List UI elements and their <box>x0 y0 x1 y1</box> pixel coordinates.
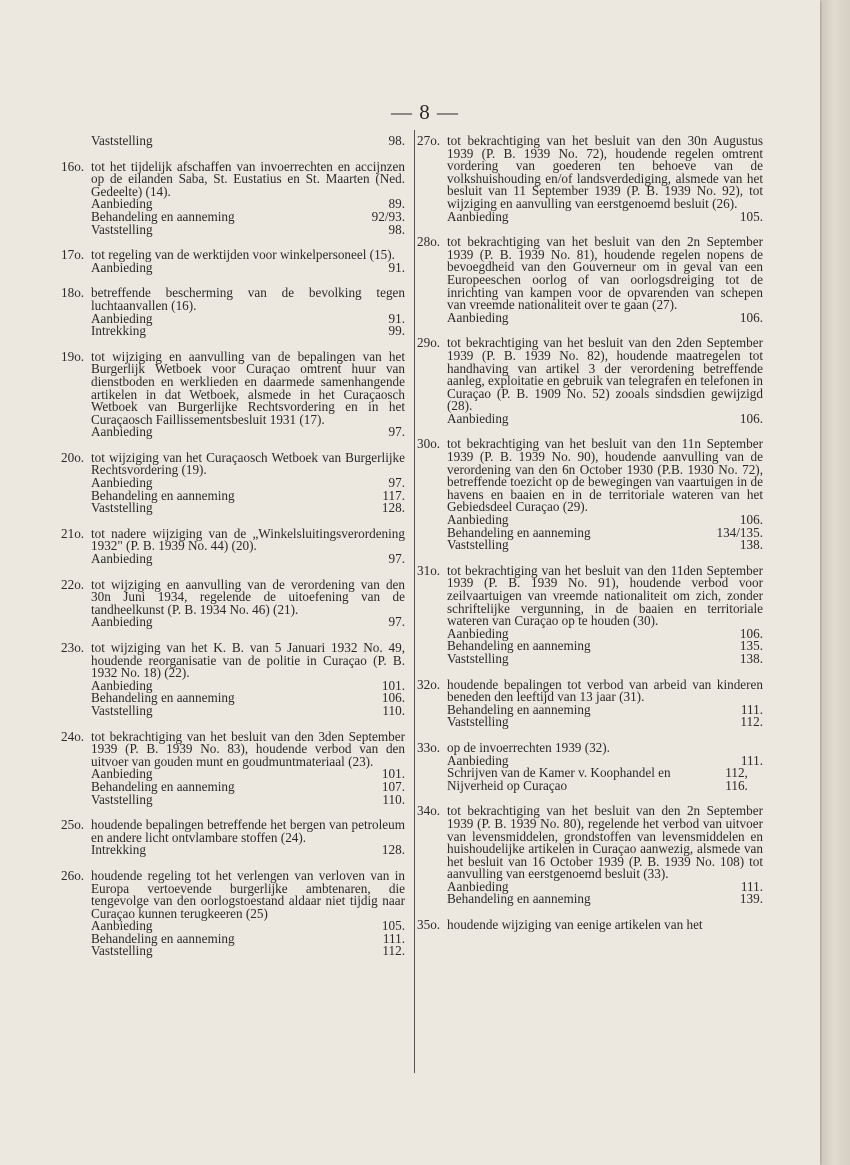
entry-description: houdende bepalingen betreffende het bergen van petroleum en andere licht ontvlambare stoffen (24). <box>91 817 405 845</box>
action-label: Aanbieding <box>91 918 153 934</box>
entry-description: tot bekrachtiging van het besluit van den 2n September 1939 (P. B. 1939 No. 80), regelende het verbod van uitvoer van levensmiddelen, grondstoffen van levensmiddelen en huishoudelijke artikelen in Curaçao aanwezig, alsmede van het besluit van 16 October 1939 (P. B. 1939 No. 108) tot aanvulling van eerstgenoemd besluit (33). <box>447 803 763 882</box>
column-divider <box>414 130 415 1073</box>
action-line <box>91 553 405 566</box>
entry-number: 21o. <box>61 525 85 541</box>
action-line <box>91 844 405 857</box>
action-label: Aanbieding <box>447 410 509 426</box>
entry-number: 29o. <box>417 335 441 351</box>
action-line <box>91 259 405 275</box>
entry-number: 23o. <box>61 640 85 655</box>
page-reference: 128. <box>381 842 405 858</box>
index-entry <box>61 576 405 630</box>
action-label: Aanbieding <box>91 196 153 212</box>
page-reference: 91. <box>388 259 405 275</box>
action-label: Schrijven van de Kamer v. Koophandel en Nijverheid op Curaçao <box>447 765 671 793</box>
index-entry <box>417 676 763 730</box>
action-label: Behandeling en aanneming <box>447 524 591 540</box>
index-entry <box>417 438 763 551</box>
page-reference: 101. <box>381 677 405 693</box>
action-label: Aanbieding <box>91 259 153 275</box>
page-reference: 134/135. <box>716 524 763 540</box>
page-reference: 112, 116. <box>725 765 748 793</box>
action-label: Aanbieding <box>447 878 509 894</box>
page-reference: 106. <box>739 512 763 528</box>
entry-number: 16o. <box>61 158 85 174</box>
page-reference: 98. <box>388 133 405 148</box>
action-line <box>447 767 763 792</box>
index-entry <box>417 919 763 932</box>
page-reference: 139. <box>739 891 763 907</box>
entry-number: 34o. <box>417 803 441 819</box>
entry-description: tot wijziging van het K. B. van 5 Januari 1932 No. 49, houdende reorganisatie van de politie in Curaçao (P. B. 1932 No. 18) (22). <box>91 640 405 681</box>
entry-number: 20o. <box>61 449 85 465</box>
index-entry <box>61 449 405 516</box>
action-line <box>447 208 763 224</box>
entry-number: 26o. <box>61 867 85 883</box>
index-entry <box>61 728 405 807</box>
page-reference: 106. <box>381 690 405 706</box>
action-label: Vaststelling <box>447 537 509 553</box>
action-label: Vaststelling <box>91 702 153 718</box>
index-entry <box>61 819 405 857</box>
page-reference: 106. <box>739 309 763 325</box>
page-reference: 112. <box>382 943 405 959</box>
entry-description: houdende regeling tot het verlengen van verloven van in Europa vertoevende burgerlijke ambtenaren, die tengevolge van den oorlogstoestand aldaar niet tijdig naar Curaçao kunnen terugkeeren (25) <box>91 867 405 921</box>
entry-description: houdende bepalingen tot verbod van arbeid van kinderen beneden den leeftijd van 13 jaar (31). <box>447 676 763 705</box>
action-line <box>447 650 763 666</box>
entry-description: betreffende bescherming van de bevolking tegen luchtaanvallen (16). <box>91 285 405 313</box>
entry-number: 25o. <box>61 817 85 833</box>
page-reference: 98. <box>388 221 405 237</box>
index-entry <box>417 236 763 324</box>
page-reference: 135. <box>739 638 763 654</box>
entry-number: 28o. <box>417 234 441 250</box>
index-entry <box>61 642 405 718</box>
entry-description: tot wijziging en aanvulling van de bepalingen van het Burgerlijk Wetboek voor Curaçao omtrent huur van dienstboden en werklieden en daarmede samenhangende artikelen in dat Wetboek, alsmede in het Curaçaosch Wetboek van Burgerlijke Rechtsvordering en in het Curaçaosch Faillissementsbesluit 1931 (17). <box>91 348 405 427</box>
action-label: Aanbieding <box>91 766 153 782</box>
action-label: Aanbieding <box>447 208 509 224</box>
entry-description: tot bekrachtiging van het besluit van den 11n September 1939 (P. B. 1939 No. 90), houdende aanvulling van de verordening van den 6n October 1930 (P.B. 1930 No. 72), betreffende toezicht op de bewegingen van vaartuigen in de havens en baaien en in de territoriale wateren van het Gebiedsdeel Curaçao (29). <box>447 436 763 515</box>
page-reference: 101. <box>381 766 405 782</box>
index-entry <box>417 135 763 223</box>
page-reference: 105. <box>739 208 763 224</box>
page-reference: 128. <box>381 500 405 516</box>
action-label: Aanbieding <box>447 625 509 641</box>
entry-description: tot het tijdelijk afschaffen van invoerrechten en accijnzen op de eilanden Saba, St. Eustatius en St. Maarten (Ned. Gedeelte) (14). <box>91 158 405 199</box>
entry-number: 17o. <box>61 247 85 263</box>
action-line <box>91 426 405 439</box>
entry-description: tot regeling van de werktijden voor winkelpersoneel (15). <box>91 247 395 263</box>
entry-number: 18o. <box>61 285 85 301</box>
action-line <box>447 716 763 729</box>
entry-description: tot nadere wijziging van de „Winkelsluitingsverordening 1932" (P. B. 1939 No. 44) (20). <box>91 525 405 554</box>
action-label: Behandeling en aanneming <box>91 487 235 503</box>
page-reference: 111. <box>740 878 763 894</box>
index-entry <box>61 287 405 337</box>
action-label: Behandeling en aanneming <box>447 701 591 717</box>
carryover-line <box>61 135 405 148</box>
action-line <box>91 616 405 629</box>
action-label: Behandeling en aanneming <box>91 208 235 224</box>
entry-number: 24o. <box>61 728 85 744</box>
page-reference: 99. <box>388 323 405 339</box>
entry-number: 31o. <box>417 562 441 578</box>
entry-description: tot bekrachtiging van het besluit van den 30n Augustus 1939 (P. B. 1939 No. 72), houdende regelen omtrent vordering van goederen ten behoeve van de volkshuishouding en/of landsverdediging, alsmede van het besluit van 11 September 1939 (P. B. 1939 No. 92), tot wijziging en aanvulling van eerstgenoemd besluit (26). <box>447 133 763 211</box>
action-label: Behandeling en aanneming <box>91 930 235 946</box>
index-entry <box>61 867 405 959</box>
action-line <box>91 221 405 237</box>
entry-number: 22o. <box>61 576 85 592</box>
page-reference: 106. <box>739 410 763 426</box>
index-entry <box>417 805 763 906</box>
next-page-edge <box>822 0 850 1165</box>
page-reference: 97. <box>388 475 405 491</box>
action-label: Vaststelling <box>447 650 509 666</box>
action-line <box>447 309 763 325</box>
action-label: Vaststelling <box>447 714 509 730</box>
entry-description: tot bekrachtiging van het besluit van den 2n September 1939 (P. B. 1939 No. 81), houdende regelen nopens de bevoegdheid van den Gouverneur om in geval van een Europeeschen oorlog of van oorlogsdreiging tot de inrichting van kampen voor de opvarenden van schepen van vreemde nationaliteit over te gaan (27). <box>447 234 763 313</box>
action-label: Intrekking <box>91 842 146 858</box>
entry-number: 35o. <box>417 917 441 933</box>
action-label: Aanbieding <box>91 551 153 567</box>
action-line <box>447 893 763 906</box>
action-label: Intrekking <box>91 323 146 339</box>
action-label: Vaststelling <box>91 500 153 516</box>
action-line <box>91 325 405 338</box>
entry-description: tot wijziging van het Curaçaosch Wetboek van Burgerlijke Rechtsvordering (19). <box>91 449 405 478</box>
index-entry <box>61 348 405 440</box>
page-reference: 97. <box>388 614 405 630</box>
action-line <box>91 702 405 718</box>
action-line <box>91 791 405 807</box>
page-number: — 8 — <box>391 100 459 124</box>
page-reference: 117. <box>382 487 405 503</box>
entry-number: 30o. <box>417 436 441 452</box>
left-column <box>61 135 405 958</box>
entry-description: tot wijziging en aanvulling van de verordening van den 30n Juni 1934, regelende de uitoefening van de tandheelkunst (P. B. 1934 No. 46) (21). <box>91 576 405 617</box>
action-label: Aanbieding <box>91 677 153 693</box>
index-entry <box>61 249 405 274</box>
action-line <box>91 502 405 515</box>
page-reference: 111. <box>740 701 763 717</box>
page-reference: 138. <box>739 650 763 666</box>
action-label: Behandeling en aanneming <box>91 778 235 794</box>
action-line <box>91 945 405 958</box>
page-reference: 111. <box>740 752 763 768</box>
action-label: Aanbieding <box>91 310 153 326</box>
action-label: Vaststelling <box>91 791 153 807</box>
index-entry <box>417 337 763 425</box>
entry-description: houdende wijziging van eenige artikelen van het <box>447 917 703 933</box>
page-reference: 91. <box>388 310 405 326</box>
entry-number: 33o. <box>417 739 441 755</box>
action-label: Vaststelling <box>91 221 153 237</box>
action-line <box>447 410 763 426</box>
action-label: Vaststelling <box>91 133 153 148</box>
action-label: Aanbieding <box>91 475 153 491</box>
entry-number: 32o. <box>417 676 441 692</box>
entry-number: 27o. <box>417 133 441 148</box>
page-reference: 97. <box>388 551 405 567</box>
page-reference: 106. <box>739 625 763 641</box>
action-label: Aanbieding <box>447 309 509 325</box>
action-label: Aanbieding <box>91 424 153 440</box>
action-label: Vaststelling <box>91 943 153 959</box>
action-label: Behandeling en aanneming <box>447 638 591 654</box>
page-reference: 110. <box>382 791 405 807</box>
action-label: Behandeling en aanneming <box>91 690 235 706</box>
index-entry <box>417 739 763 793</box>
action-label: Aanbieding <box>91 614 153 630</box>
action-label: Behandeling en aanneming <box>447 891 591 907</box>
entry-description: tot bekrachtiging van het besluit van den 11den September 1939 (P. B. 1939 No. 91), houdende verbod voor zeilvaartuigen van vreemde nationaliteit om zich, zonder schriftelijke vergunning, in de baaien en territoriale wateren van Curaçao op te houden (30). <box>447 562 763 629</box>
page-reference: 111. <box>382 930 405 946</box>
page-reference: 138. <box>739 537 763 553</box>
page-reference: 89. <box>388 196 405 212</box>
action-line <box>447 539 763 552</box>
action-label: Aanbieding <box>447 512 509 528</box>
page-reference: 92/93. <box>371 208 405 224</box>
page-reference: 112. <box>740 714 763 730</box>
entry-description: tot bekrachtiging van het besluit van den 2den September 1939 (P. B. 1939 No. 82), houdende maatregelen tot handhaving van artikel 3 der verordening betreffende aanleg, exploitatie en gebruik van telegrafen en telefonen in Curaçao (P. B. 1909 No. 52) zooals sindsdien gewijzigd (28). <box>447 335 763 414</box>
page-reference: 97. <box>388 424 405 440</box>
entry-number: 19o. <box>61 348 85 364</box>
entry-description: op de invoerrechten 1939 (32). <box>447 739 610 755</box>
action-label: Aanbieding <box>447 752 509 768</box>
page-reference: 110. <box>382 702 405 718</box>
index-entry <box>61 158 405 237</box>
index-entry <box>417 562 763 666</box>
page-reference: 107. <box>381 778 405 794</box>
entry-description: tot bekrachtiging van het besluit van den 3den September 1939 (P. B. 1939 No. 83), houdende verbod van den uitvoer van gouden munt en goudmuntmateriaal (23). <box>91 728 405 769</box>
page-reference: 105. <box>381 918 405 934</box>
index-entry <box>61 525 405 567</box>
right-column <box>417 135 763 932</box>
